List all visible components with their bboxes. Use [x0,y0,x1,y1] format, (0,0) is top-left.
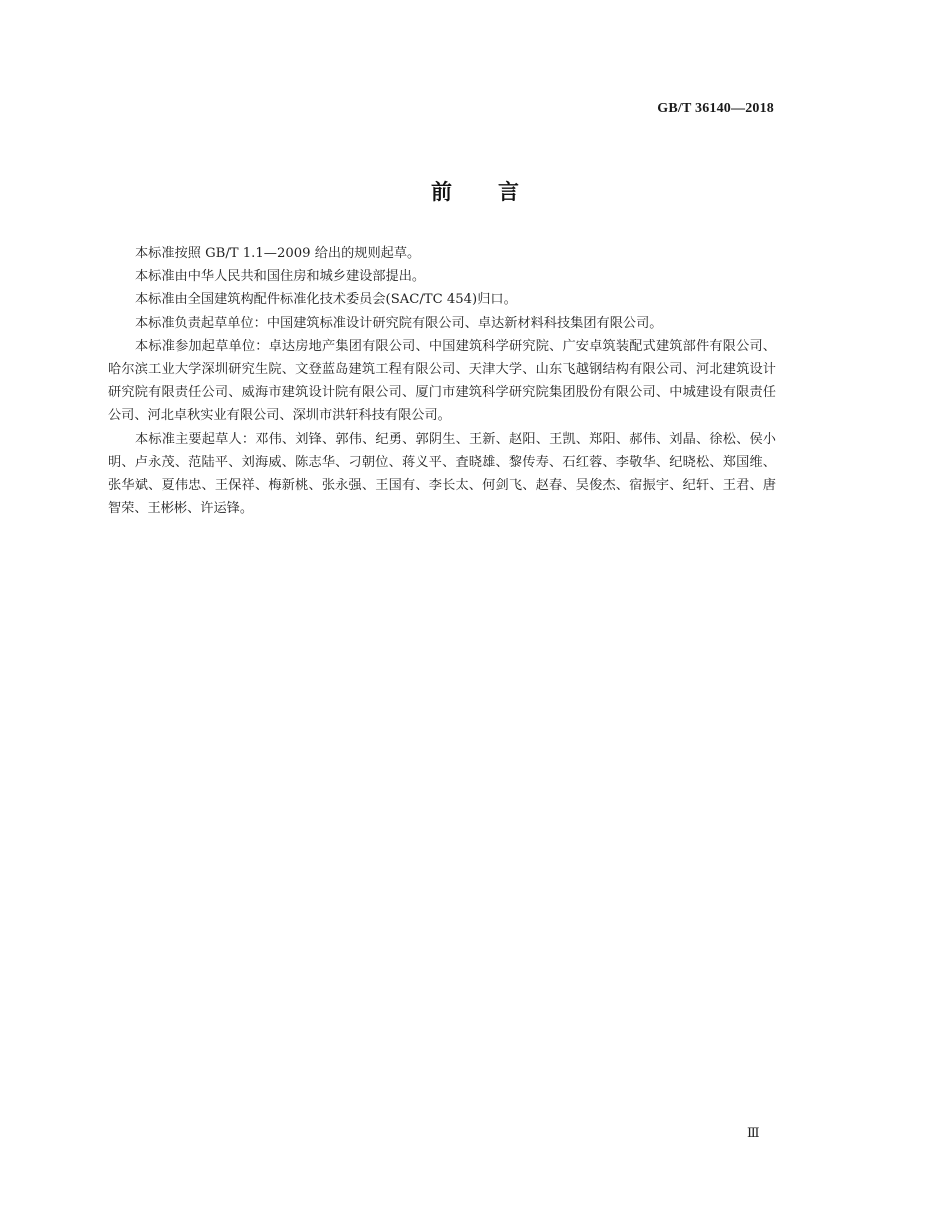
page-title: 前言 [431,180,565,204]
paragraph-participating-drafters: 本标准参加起草单位：卓达房地产集团有限公司、中国建筑科学研究院、广安卓筑装配式建筑部件有限公司、哈尔滨工业大学深圳研究生院、文登蓝岛建筑工程有限公司、天津大学、山东飞越钢结构有限公司、河北建筑设计研究院有限责任公司、威海市建筑设计院有限公司、厦门市建筑科学研究院集团股份有限公司、中城建设有限责任公司、河北卓秋实业有限公司、深圳市洪轩科技有限公司。 [108,338,776,424]
paragraph-main-drafters: 本标准主要起草人：邓伟、刘锋、郭伟、纪勇、郭阴生、王新、赵阳、王凯、郑阳、郝伟、刘晶、徐松、侯小明、卢永茂、范陆平、刘海威、陈志华、刁朝位、蒋义平、査晓雄、黎传寿、石红蓉、李敬华、纪晓松、郑国维、张华斌、夏伟忠、王保祥、梅新桃、张永强、王国有、李长太、何剑飞、赵春、吴俊杰、宿振宇、纪轩、王君、唐智荣、王彬彬、许运锋。 [108,431,776,517]
foreword-body [108,242,776,520]
paragraph-drafting-rules: 本标准按照 GB/T 1.1—2009 给出的规则起草。 [135,246,421,261]
paragraph-proposer: 本标准由中华人民共和国住房和城乡建设部提出。 [135,269,426,285]
page-number: Ⅲ [747,1125,760,1140]
standard-number: GB/T 36140—2018 [657,101,774,116]
paragraph-centralized-unit: 本标准由全国建筑构配件标准化技术委员会(SAC/TC 454)归口。 [135,292,517,308]
paragraph-responsible-drafters: 本标准负责起草单位：中国建筑标准设计研究院有限公司、卓达新材料科技集团有限公司。 [135,315,663,331]
